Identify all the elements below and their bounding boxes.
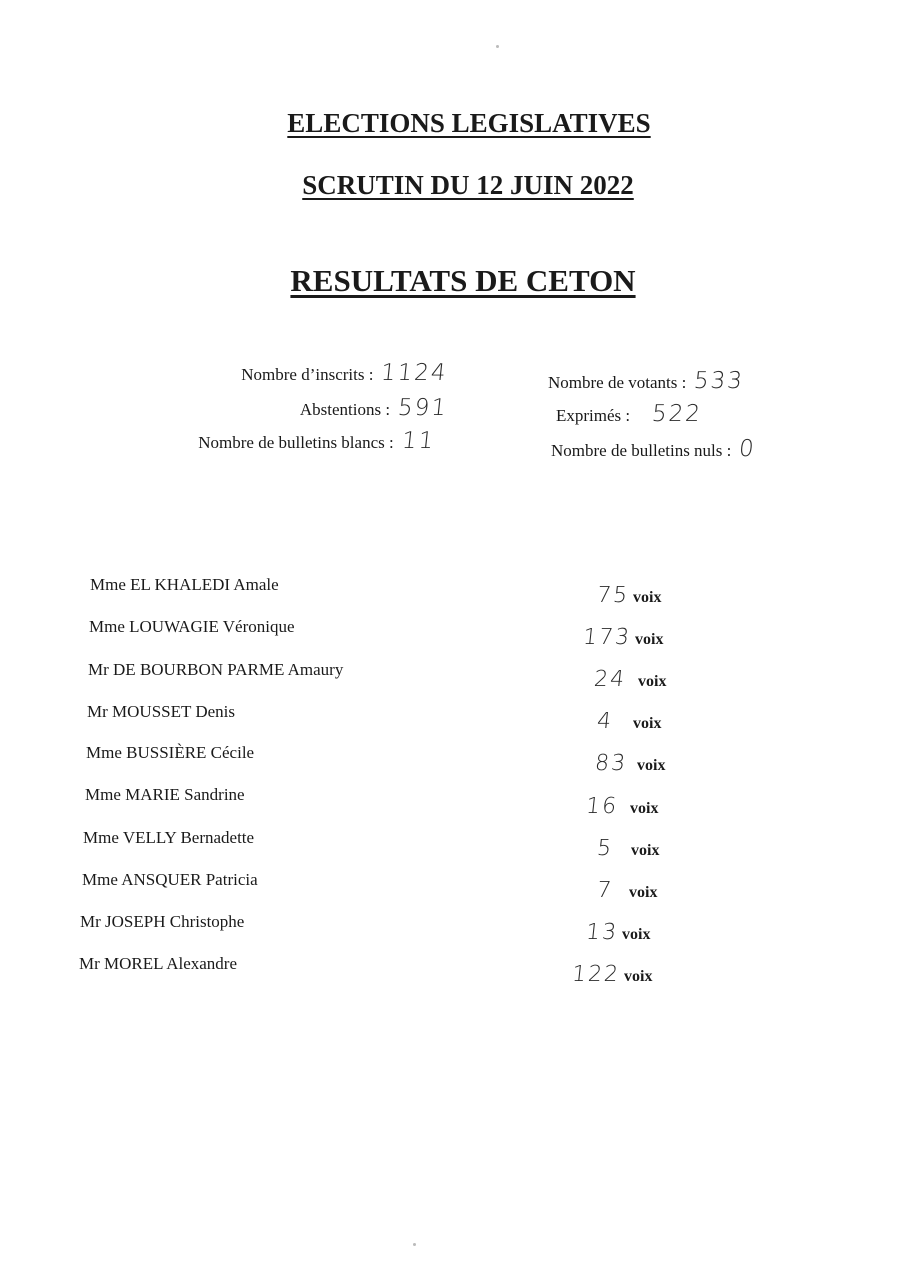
stat-value: 0 bbox=[738, 436, 758, 462]
vote-unit: voix bbox=[633, 715, 662, 732]
vote-count: 4 bbox=[595, 709, 615, 734]
vote-count: 173 bbox=[581, 625, 633, 650]
vote-unit: voix bbox=[630, 800, 659, 817]
candidate-votes bbox=[594, 667, 666, 692]
vote-unit: voix bbox=[637, 757, 666, 774]
candidate-votes bbox=[597, 878, 657, 903]
vote-unit: voix bbox=[638, 673, 667, 690]
candidate-name: Mme VELLY Bernadette bbox=[83, 828, 255, 847]
vote-count: 75 bbox=[595, 583, 631, 608]
stat-value: 11 bbox=[400, 428, 437, 454]
vote-count: 24 bbox=[592, 667, 628, 692]
stat-label: Nombre d’inscrits : bbox=[241, 365, 374, 384]
results-title: RESULTATS DE CETON bbox=[290, 263, 636, 298]
candidate-name: Mme EL KHALEDI Amale bbox=[90, 575, 279, 594]
vote-count: 5 bbox=[595, 836, 615, 861]
candidate-name: Mme MARIE Sandrine bbox=[85, 785, 245, 804]
candidate-name: Mr DE BOURBON PARME Amaury bbox=[88, 660, 344, 679]
election-title: ELECTIONS LEGISLATIVES bbox=[287, 108, 651, 138]
vote-count: 16 bbox=[584, 794, 620, 819]
stat-label: Nombre de votants : bbox=[548, 373, 687, 392]
candidate-votes bbox=[597, 709, 661, 734]
stat-abstentions bbox=[300, 395, 448, 421]
candidate-votes bbox=[595, 751, 665, 776]
vote-unit: voix bbox=[629, 884, 658, 901]
stat-value: 1124 bbox=[380, 360, 450, 386]
candidate-name: Mme BUSSIÈRE Cécile bbox=[86, 743, 255, 762]
candidate-name: Mme LOUWAGIE Véronique bbox=[89, 617, 295, 636]
candidate-name: Mr JOSEPH Christophe bbox=[80, 912, 245, 931]
stat-label: Abstentions : bbox=[299, 400, 391, 419]
candidate-votes bbox=[597, 836, 659, 861]
vote-count: 83 bbox=[593, 751, 629, 776]
stat-label: Exprimés : bbox=[556, 406, 631, 425]
vote-count: 122 bbox=[570, 962, 622, 987]
vote-count: 7 bbox=[595, 878, 615, 903]
scan-speck bbox=[496, 45, 499, 48]
candidate-votes bbox=[586, 920, 650, 945]
stat-votants bbox=[548, 368, 744, 394]
vote-count: 13 bbox=[584, 920, 620, 945]
stat-value: 533 bbox=[692, 368, 746, 394]
stat-nuls bbox=[551, 436, 756, 462]
ballot-date-title: SCRUTIN DU 12 JUIN 2022 bbox=[302, 170, 634, 200]
candidate-votes bbox=[572, 962, 652, 987]
stat-label: Nombre de bulletins blancs : bbox=[198, 433, 394, 452]
vote-unit: voix bbox=[633, 589, 662, 606]
stat-value: 522 bbox=[650, 401, 704, 427]
candidate-votes bbox=[586, 794, 658, 819]
candidate-votes bbox=[597, 583, 661, 608]
candidate-name: Mr MOREL Alexandre bbox=[79, 954, 238, 973]
vote-unit: voix bbox=[631, 842, 660, 859]
vote-unit: voix bbox=[622, 926, 651, 943]
stat-exprimes bbox=[556, 401, 702, 427]
vote-unit: voix bbox=[635, 631, 664, 648]
scan-speck bbox=[413, 1243, 416, 1246]
candidate-name: Mr MOUSSET Denis bbox=[87, 702, 235, 721]
stat-value: 591 bbox=[396, 395, 450, 421]
candidate-name: Mme ANSQUER Patricia bbox=[82, 870, 258, 889]
candidate-votes bbox=[583, 625, 663, 650]
stat-blancs bbox=[198, 428, 435, 454]
vote-unit: voix bbox=[624, 968, 653, 985]
stat-inscrits bbox=[241, 360, 448, 386]
stat-label: Nombre de bulletins nuls : bbox=[551, 441, 732, 460]
